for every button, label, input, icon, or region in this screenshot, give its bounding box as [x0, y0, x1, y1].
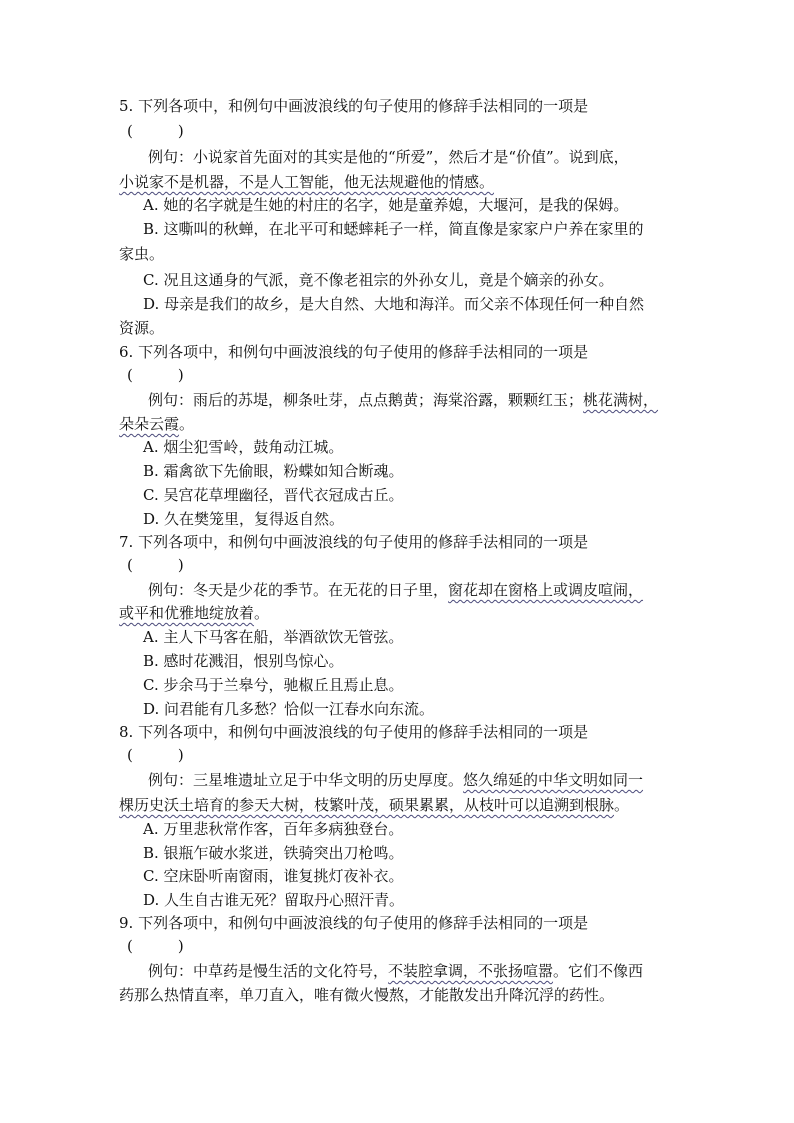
example-text: 。 [254, 604, 270, 622]
wavy-underlined-text: 桃花满树， [583, 391, 659, 409]
question-5-example-line-1 [148, 147, 629, 167]
question-5-option-b-cont: 家虫。 [119, 245, 165, 263]
question-8-example-line-1 [148, 770, 643, 790]
question-5-example-line-2 [119, 172, 494, 192]
question-7-option-b: B. 感时花溅泪，恨别鸟惊心。 [143, 652, 344, 670]
question-8-example-line-2 [119, 795, 629, 815]
question-5-option-b: B. 这嘶叫的秋蝉，在北平可和蟋蟀耗子一样，简直像是家家户户养在家里的 [143, 220, 644, 238]
question-6-option-c: C. 吴宫花草埋幽径，晋代衣冠成古丘。 [143, 486, 404, 504]
question-7-example-line-1 [148, 580, 643, 600]
wavy-underlined-text: 朵朵云霞 [119, 415, 180, 433]
question-9-stem: 9. 下列各项中，和例句中画波浪线的句子使用的修辞手法相同的一项是 [119, 914, 589, 932]
question-9-example-line-2: 药那么热情直率，单刀直入，唯有微火慢熬，才能散发出升降沉浮的药性。 [119, 986, 615, 1004]
question-6-option-b: B. 霜禽欲下先偷眼，粉蝶如知合断魂。 [143, 462, 404, 480]
question-5-option-a: A. 她的名字就是生她的村庄的名字，她是童养媳，大堰河，是我的保姆。 [143, 196, 629, 214]
question-5-option-d-cont: 资源。 [119, 319, 165, 337]
question-7-answer-blank: ( ) [127, 556, 184, 574]
question-9-example-line-1 [148, 961, 643, 981]
example-text: 例句：中草药是慢生活的文化符号， [148, 962, 389, 980]
question-9-answer-blank: ( ) [127, 937, 184, 955]
question-7-option-c: C. 步余马于兰皋兮，驰椒丘且焉止息。 [143, 676, 404, 694]
example-text: 例句：雨后的苏堤，柳条吐芽，点点鹅黄；海棠浴露，颗颗红玉； [148, 391, 584, 409]
question-5-option-d: D. 母亲是我们的故乡，是大自然、大地和海洋。而父亲不体现任何一种自然 [143, 295, 645, 313]
example-text: 。它们不像西 [553, 962, 644, 980]
wavy-underlined-text: 棵历史沃土培育的参天大树，枝繁叶茂，硕果累累，从枝叶可以追溯到根脉 [119, 796, 615, 814]
question-6-option-a: A. 烟尘犯雪岭，鼓角动江城。 [143, 438, 344, 456]
question-8-stem: 8. 下列各项中，和例句中画波浪线的句子使用的修辞手法相同的一项是 [119, 723, 589, 741]
example-text: 例句：冬天是少花的季节。在无花的日子里， [148, 581, 449, 599]
example-text: 。 [614, 796, 630, 814]
question-5-option-c: C. 况且这通身的气派，竟不像老祖宗的外孙女儿，竟是个嫡亲的孙女。 [143, 271, 614, 289]
question-7-example-line-2 [119, 603, 269, 623]
question-8-option-d: D. 人生自古谁无死？留取丹心照汗青。 [143, 891, 405, 909]
question-6-example-line-1 [148, 390, 658, 410]
wavy-underlined-text: 悠久绵延的中华文明如同一 [463, 771, 644, 789]
question-6-option-d: D. 久在樊笼里，复得返自然。 [143, 510, 345, 528]
question-7-option-a: A. 主人下马客在船，举酒欲饮无管弦。 [143, 628, 404, 646]
question-8-answer-blank: ( ) [127, 746, 184, 764]
question-8-option-b: B. 银瓶乍破水浆迸，铁骑突出刀枪鸣。 [143, 844, 404, 862]
question-5-answer-blank: ( ) [127, 122, 184, 140]
wavy-underlined-text: 或平和优雅地绽放着 [119, 604, 255, 622]
question-5-stem: 5. 下列各项中，和例句中画波浪线的句子使用的修辞手法相同的一项是 [119, 97, 589, 115]
example-text: 例句：三星堆遗址立足于中华文明的历史厚度。 [148, 771, 464, 789]
question-6-stem: 6. 下列各项中，和例句中画波浪线的句子使用的修辞手法相同的一项是 [119, 343, 589, 361]
question-6-answer-blank: ( ) [127, 366, 184, 384]
question-6-example-line-2 [119, 414, 194, 434]
question-7-option-d: D. 问君能有几多愁？恰似一江春水向东流。 [143, 700, 435, 718]
question-8-option-a: A. 万里悲秋常作客，百年多病独登台。 [143, 820, 404, 838]
question-8-option-c: C. 空床卧听南窗雨，谁复挑灯夜补衣。 [143, 867, 404, 885]
wavy-underlined-text: 不装腔拿调，不张扬喧嚣 [388, 962, 554, 980]
example-text: 。 [179, 415, 195, 433]
question-7-stem: 7. 下列各项中，和例句中画波浪线的句子使用的修辞手法相同的一项是 [119, 533, 589, 551]
wavy-underlined-text: 小说家不是机器，不是人工智能，他无法规避他的情感。 [119, 173, 495, 191]
example-text: 例句：小说家首先面对的其实是他的“所爱”，然后才是“价值”。说到底， [148, 148, 629, 166]
wavy-underlined-text: 窗花却在窗格上或调皮喧闹， [448, 581, 644, 599]
